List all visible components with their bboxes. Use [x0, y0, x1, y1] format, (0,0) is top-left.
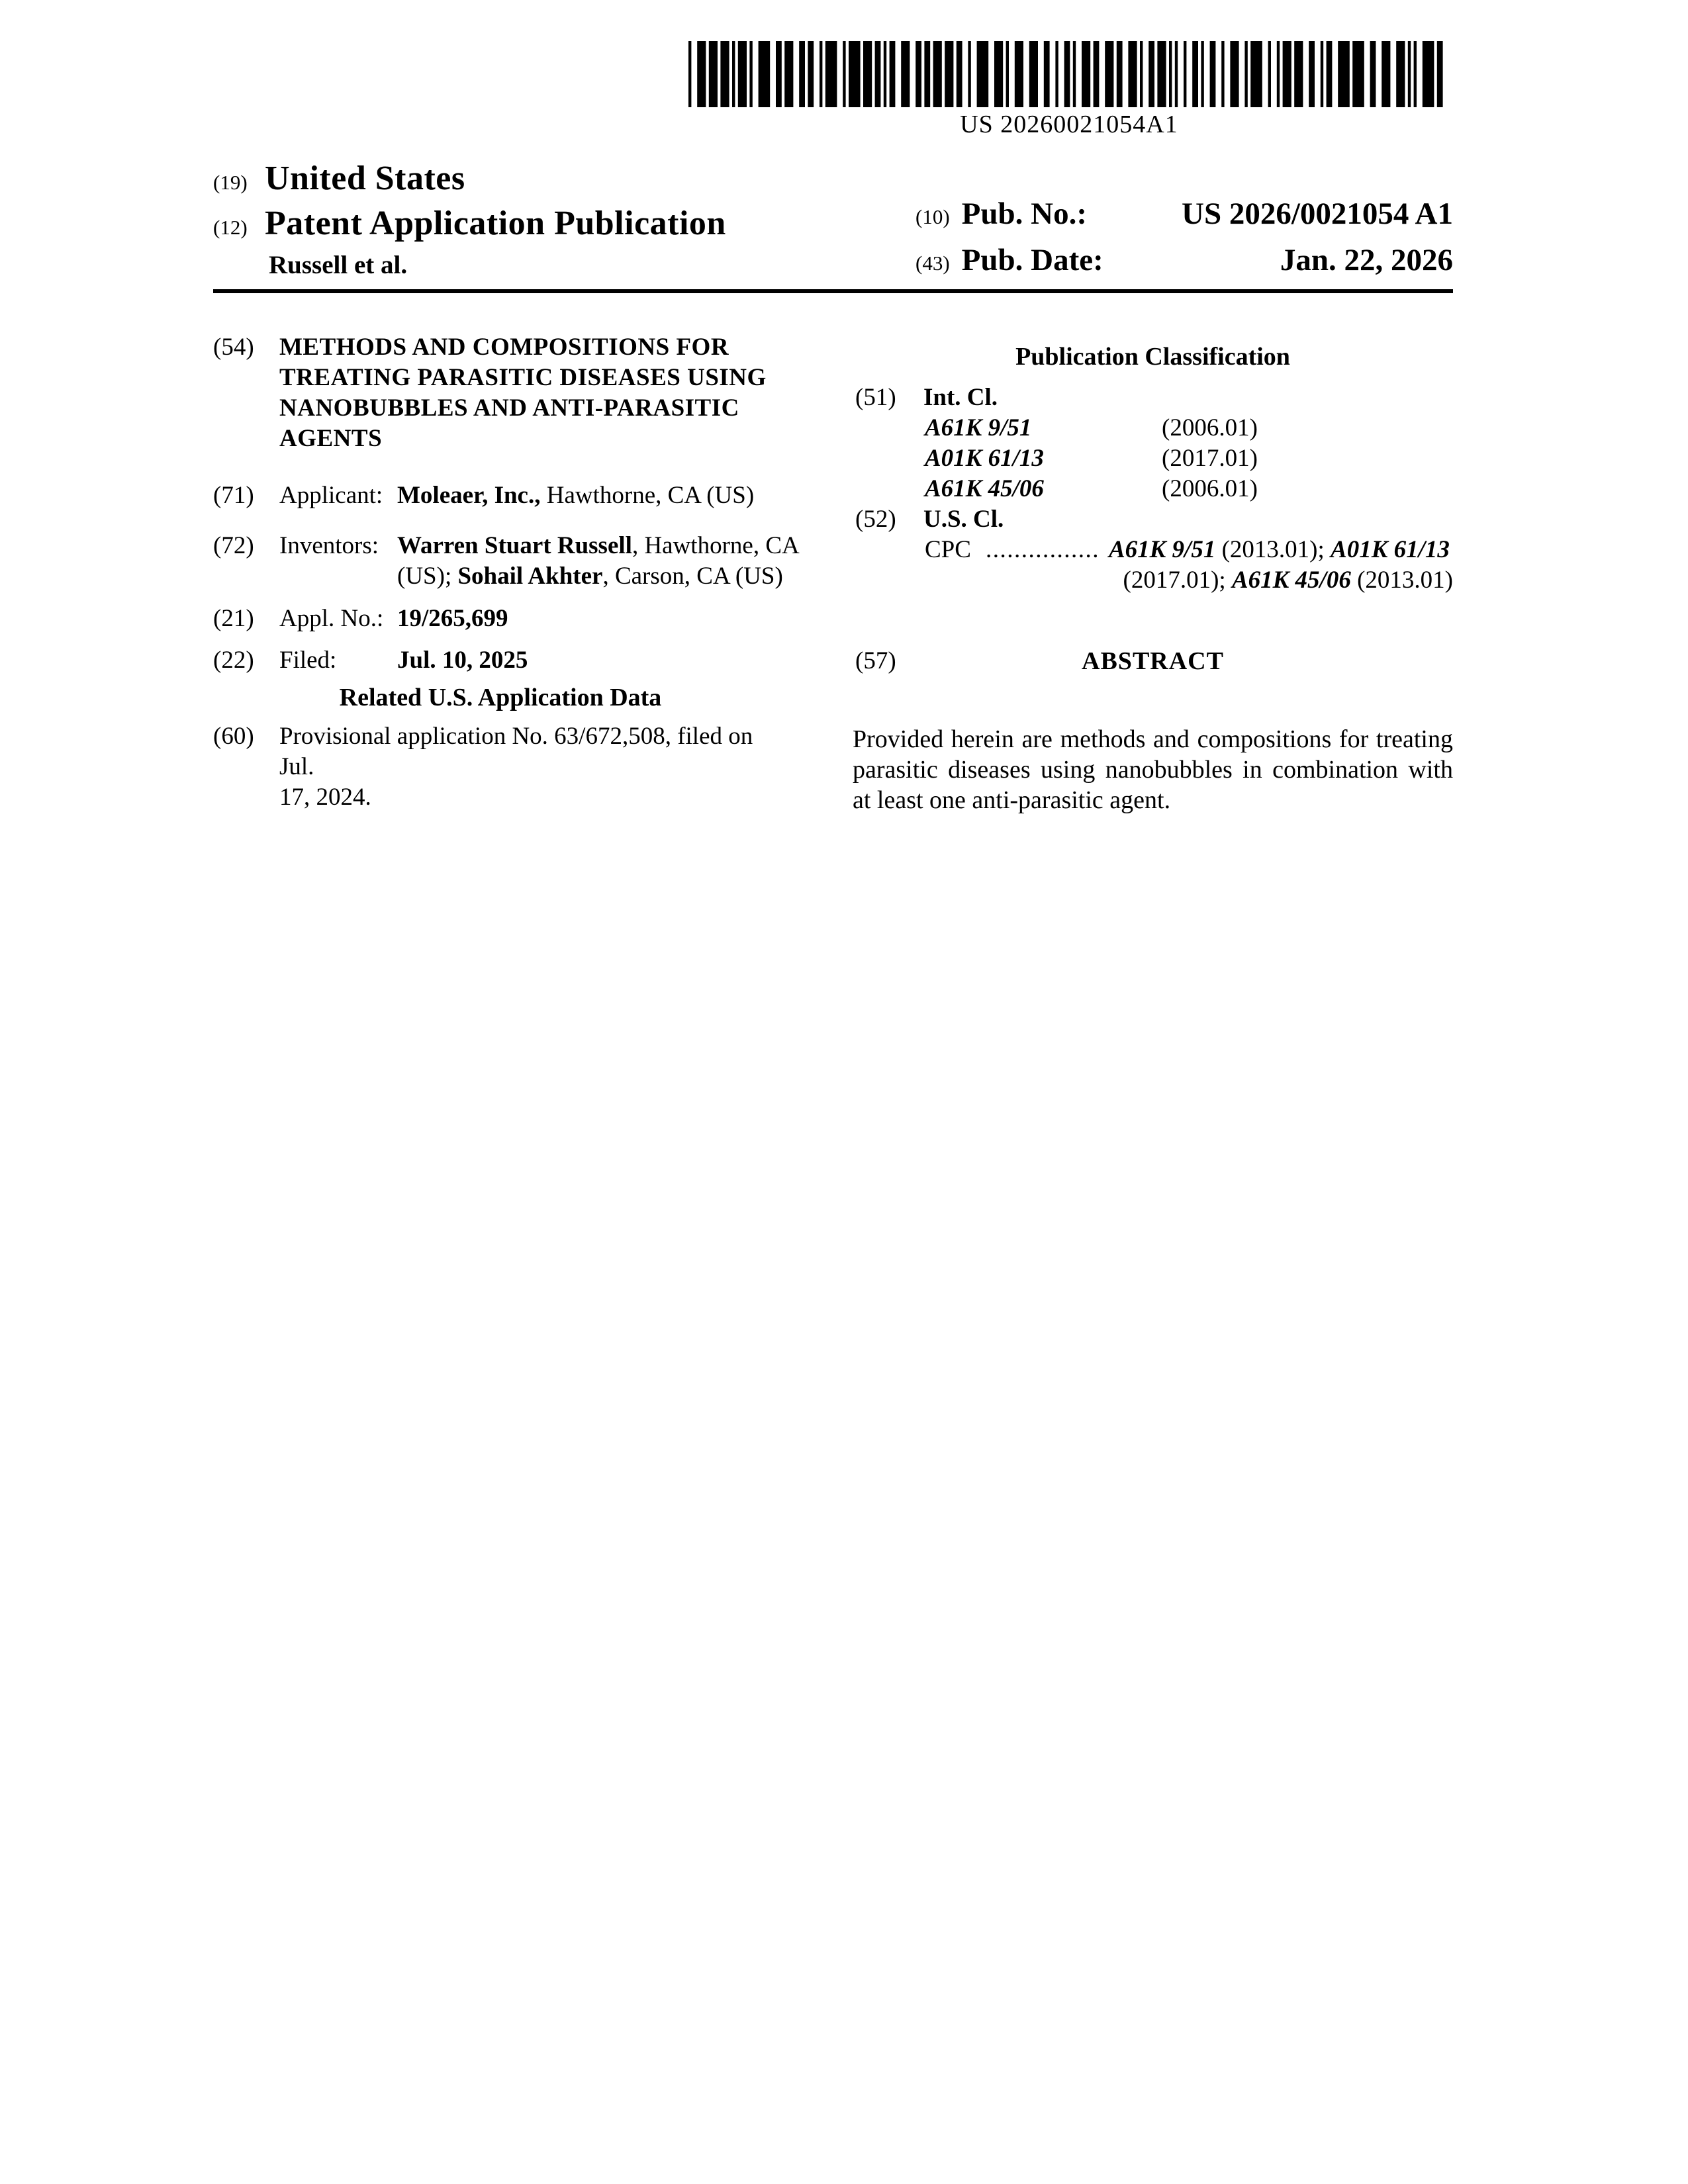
int-cl-code: A01K 61/13 [925, 445, 1044, 472]
int-cl-row [925, 474, 1453, 504]
inventors-label: Inventors: [279, 532, 379, 559]
abstract-heading-row [853, 646, 1453, 676]
applicant-label: Applicant: [279, 482, 383, 509]
bibliographic-columns [213, 331, 1453, 841]
cpc-code: A61K 45/06 [1231, 567, 1351, 594]
ref-num-12: (12) [213, 216, 248, 239]
filed-field [213, 645, 788, 676]
applicant-location: Hawthorne, CA (US) [540, 482, 755, 509]
cpc-line-1 [925, 535, 1453, 565]
appl-no-label: Appl. No.: [279, 605, 384, 632]
publication-classification-heading: Publication Classification [1015, 343, 1290, 371]
barcode-block [688, 41, 1450, 139]
ref-num-10: (10) [915, 205, 950, 228]
inventor-2-location: , Carson, CA (US) [602, 563, 783, 590]
abstract-heading: ABSTRACT [1082, 647, 1224, 675]
int-cl-code: A61K 45/06 [925, 475, 1044, 502]
cpc-version: (2017.01); [1123, 567, 1232, 594]
applicant-name: Moleaer, Inc., [397, 482, 541, 509]
invention-title: METHODS AND COMPOSITIONS FOR TREATING PARASITIC DISEASES USING NANOBUBBLES AND ANTI-PARASITIC AGENTS [279, 334, 767, 452]
cpc-code: A61K 9/51 [1108, 536, 1216, 563]
pub-no-line [915, 196, 1453, 232]
pub-date-label-group [915, 242, 1103, 278]
ref-num-54: (54) [213, 334, 254, 361]
appl-no-value: 19/265,699 [397, 605, 508, 632]
cpc-block [925, 535, 1453, 596]
pub-date-line [915, 242, 1453, 278]
pub-no-label-group [915, 196, 1087, 232]
pub-date-label: Pub. Date: [961, 243, 1103, 277]
header-divider [213, 289, 1453, 293]
inventor-1-location: , Hawthorne, CA (US); [397, 532, 798, 590]
pub-date-value: Jan. 22, 2026 [1280, 243, 1453, 277]
ref-num-22: (22) [213, 647, 254, 674]
doc-type: Patent Application Publication [265, 205, 726, 242]
ref-num-19: (19) [213, 171, 248, 194]
int-cl-list [925, 413, 1453, 504]
appl-no-field [213, 604, 788, 634]
int-cl-version: (2006.01) [1162, 414, 1258, 441]
masthead [213, 158, 1453, 290]
ref-num-52: (52) [855, 506, 896, 533]
cpc-version: (2013.01); [1215, 536, 1331, 563]
title-field [213, 332, 788, 454]
ref-num-60: (60) [213, 723, 254, 750]
int-cl-label: Int. Cl. [923, 384, 998, 411]
filed-value: Jul. 10, 2025 [397, 647, 528, 674]
ref-num-71: (71) [213, 482, 254, 509]
applicant-value [397, 480, 821, 511]
cpc-leader-dots: ................ [985, 536, 1100, 563]
abstract-text: Provided herein are methods and compositions for treating parasitic diseases using nanobubbles in combination with at least one anti-parasitic agent. [853, 725, 1453, 814]
inventors-field [213, 531, 798, 592]
doc-type-line [213, 204, 726, 243]
int-cl-code: A61K 9/51 [925, 414, 1032, 441]
provisional-field [213, 721, 788, 813]
cpc-code: A01K 61/13 [1331, 536, 1450, 563]
ref-num-51: (51) [855, 384, 896, 411]
cpc-version: (2013.01) [1350, 567, 1453, 594]
pub-no-value: US 2026/0021054 A1 [1182, 197, 1453, 231]
inventor-2-name: Sohail Akhter [457, 563, 603, 590]
ref-num-43: (43) [915, 251, 950, 275]
int-cl-version: (2017.01) [1162, 445, 1258, 472]
country-name: United States [265, 159, 465, 197]
cpc-line-2 [925, 565, 1453, 596]
int-cl-row [925, 443, 1453, 474]
ref-num-57: (57) [855, 647, 896, 674]
us-cl-label: U.S. Cl. [923, 506, 1004, 533]
country-line [213, 159, 465, 198]
provisional-text: Provisional application No. 63/672,508, filed on Jul. 17, 2024. [279, 723, 753, 811]
barcode-image [688, 41, 1450, 107]
int-cl-version: (2006.01) [1162, 475, 1258, 502]
us-cl-field [853, 504, 1453, 535]
left-column [213, 331, 798, 841]
cpc-label: CPC [925, 536, 971, 563]
pub-no-label: Pub. No.: [961, 197, 1087, 231]
inventors-value [397, 531, 821, 592]
int-cl-row [925, 413, 1453, 443]
int-cl-field [853, 383, 1453, 413]
right-column [853, 331, 1453, 841]
related-data-heading: Related U.S. Application Data [339, 684, 662, 711]
ref-num-21: (21) [213, 605, 254, 632]
applicant-field [213, 480, 788, 511]
inventor-1-name: Warren Stuart Russell [397, 532, 632, 559]
filed-label: Filed: [279, 647, 337, 674]
ref-num-72: (72) [213, 532, 254, 559]
barcode-number: US 20260021054A1 [960, 111, 1178, 138]
authors: Russell et al. [269, 251, 408, 279]
